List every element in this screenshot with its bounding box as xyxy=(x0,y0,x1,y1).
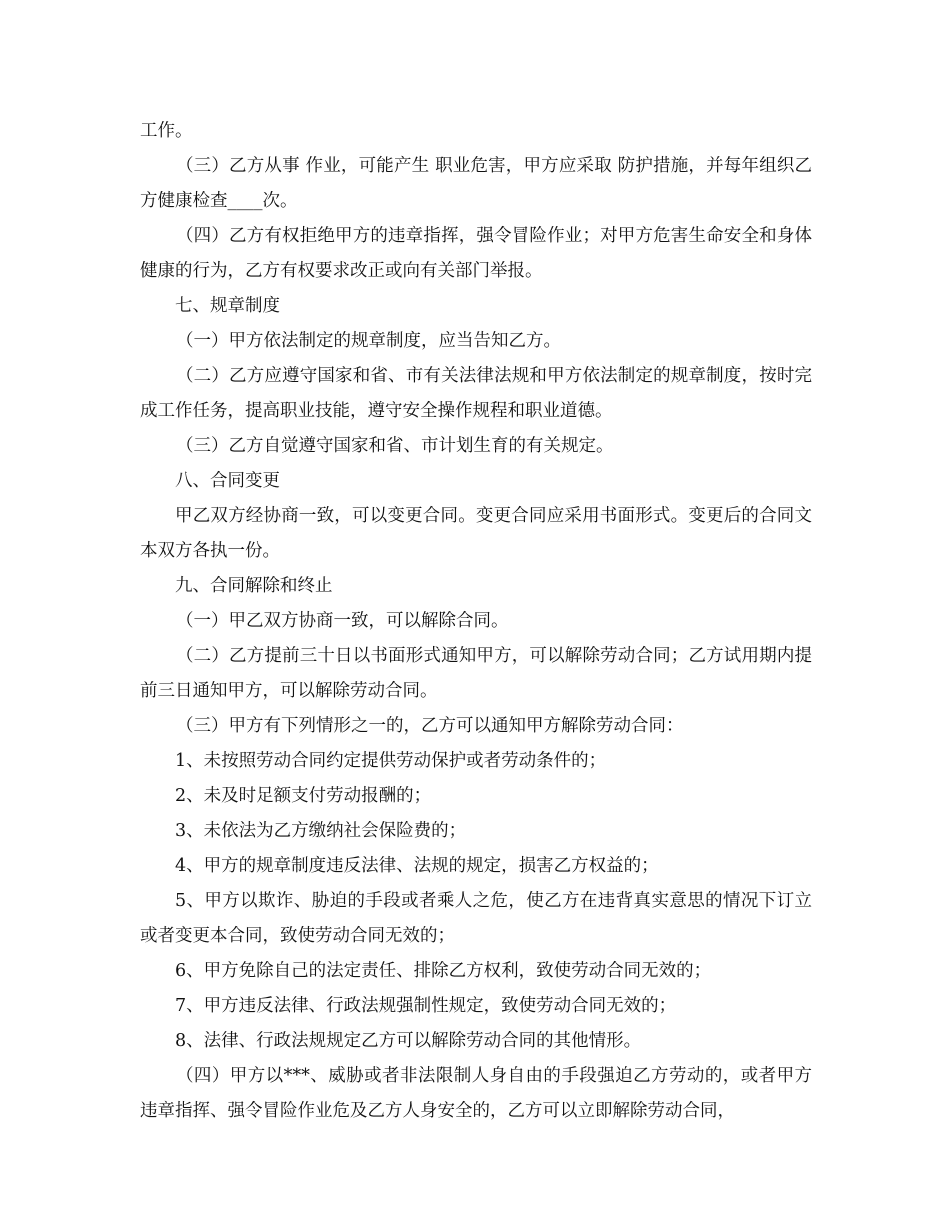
paragraph: 工作。 xyxy=(140,121,193,141)
paragraph: （二）乙方应遵守国家和省、市有关法律法规和甲方依法制定的规章制度，按时完成工作任务，提高职业技能，遵守安全操作规程和职业道德。 xyxy=(140,366,812,421)
paragraph: （一）甲乙双方协商一致，可以解除合同。 xyxy=(176,611,509,631)
section-heading: 九、合同解除和终止 xyxy=(175,576,333,596)
paragraph: （四）甲方以***、威胁或者非法限制人身自由的手段强迫乙方劳动的，或者甲方违章指挥、强令冒险作业危及乙方人身安全的，乙方可以立即解除劳动合同， xyxy=(140,1066,812,1121)
list-item: 2、未及时足额支付劳动报酬的； xyxy=(175,786,432,806)
paragraph: （四）乙方有权拒绝甲方的违章指挥，强令冒险作业；对甲方危害生命安全和身体健康的行为，乙方有权要求改正或向有关部门举报。 xyxy=(140,226,812,281)
list-item: 8、法律、行政法规规定乙方可以解除劳动合同的其他情形。 xyxy=(175,1031,642,1051)
list-item: 6、甲方免除自己的法定责任、排除乙方权利，致使劳动合同无效的； xyxy=(175,961,712,981)
list-item: 5、甲方以欺诈、胁迫的手段或者乘人之危，使乙方在违背真实意思的情况下订立或者变更本合同，致使劳动合同无效的； xyxy=(140,891,812,946)
paragraph: （三）甲方有下列情形之一的，乙方可以通知甲方解除劳动合同： xyxy=(176,716,684,736)
list-item: 3、未依法为乙方缴纳社会保险费的； xyxy=(175,821,467,841)
document-body xyxy=(140,114,812,1129)
paragraph: （二）乙方提前三十日以书面形式通知甲方，可以解除劳动合同；乙方试用期内提前三日通知甲方，可以解除劳动合同。 xyxy=(140,646,812,701)
paragraph: 甲乙双方经协商一致，可以变更合同。变更合同应采用书面形式。变更后的合同文本双方各执一份。 xyxy=(140,506,812,561)
paragraph: （一）甲方依法制定的规章制度，应当告知乙方。 xyxy=(176,331,561,351)
section-heading: 八、合同变更 xyxy=(175,471,280,491)
section-heading: 七、规章制度 xyxy=(175,296,280,316)
list-item: 1、未按照劳动合同约定提供劳动保护或者劳动条件的； xyxy=(175,751,607,771)
paragraph: （三）乙方自觉遵守国家和省、市计划生育的有关规定。 xyxy=(176,436,614,456)
list-item: 4、甲方的规章制度违反法律、法规的规定，损害乙方权益的； xyxy=(175,856,659,876)
paragraph: （三）乙方从事 作业，可能产生 职业危害，甲方应采取 防护措施，并每年组织乙方健康检查____次。 xyxy=(140,156,812,211)
list-item: 7、甲方违反法律、行政法规强制性规定，致使劳动合同无效的； xyxy=(175,996,677,1016)
